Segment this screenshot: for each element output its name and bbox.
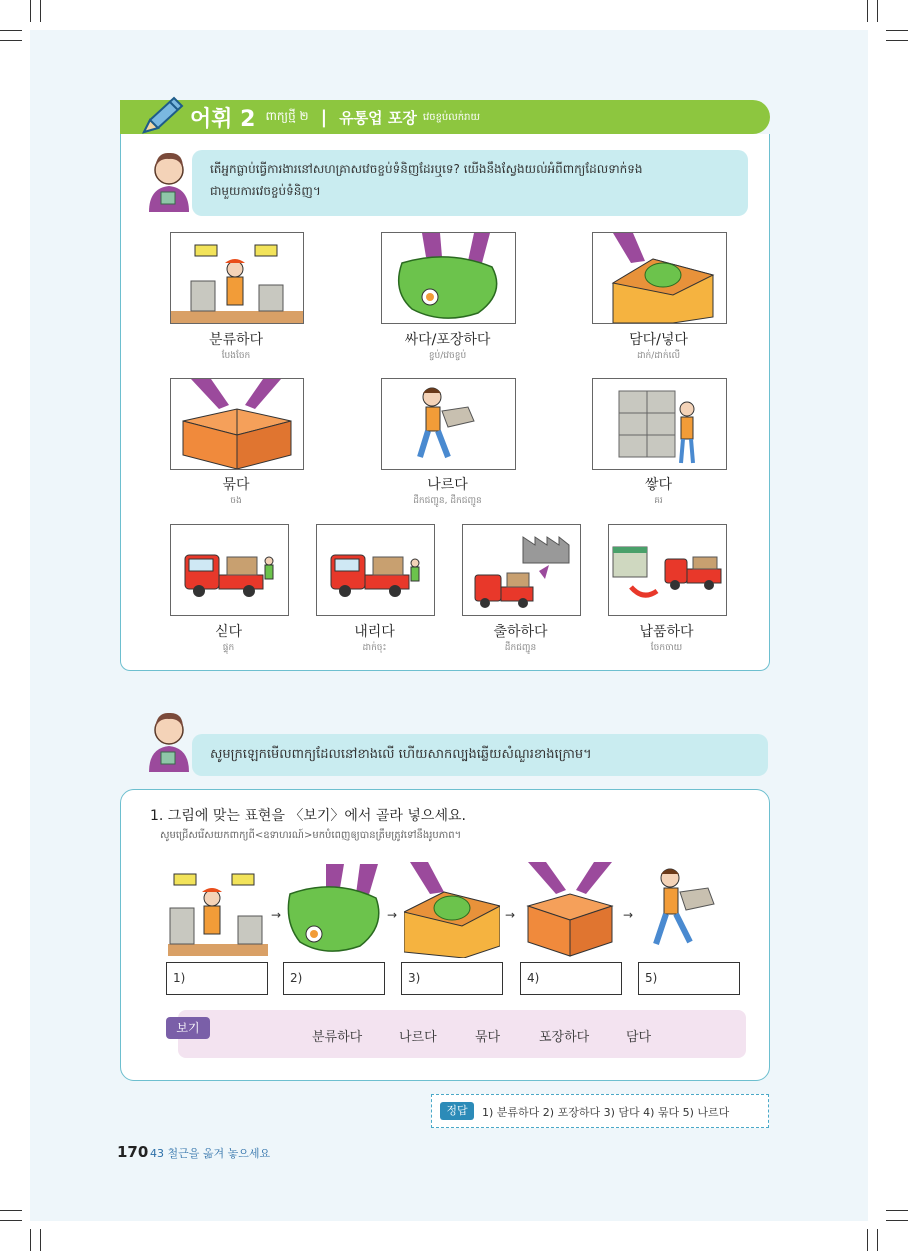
crop-mark (886, 1210, 908, 1211)
vocab-label-8 (316, 621, 433, 655)
answer-box-3[interactable]: 3) (401, 962, 503, 995)
header-separator: | (320, 106, 328, 128)
intro-text-line1: តើអ្នកធ្លាប់ធ្វើការងារនៅសហគ្រាសវេចខ្ចប់ទំនិញដែរឬទេ? យើងនឹងស្វែងយល់អំពីពាក្យដែលទាក់ទង (210, 162, 643, 176)
crop-mark (0, 30, 22, 31)
exercise-question: 1. 그림에 맞는 표현을 〈보기〉에서 골라 넣으세요. (150, 808, 466, 824)
crop-mark (877, 1229, 878, 1251)
vocab-korean: 분류하다 (208, 332, 264, 348)
vocab-korean: 묶다 (222, 477, 250, 493)
vocab-image-delivery (608, 524, 727, 616)
vocab-korean: 담다/넣다 (629, 332, 688, 348)
crop-mark (867, 0, 868, 22)
vocab-korean: 나르다 (427, 477, 468, 493)
intro-text-line2: ជាមួយការវេចខ្ចប់ទំនិញ។ (210, 184, 321, 198)
sequence-arrow: → (387, 908, 398, 922)
answer-box-2[interactable]: 2) (283, 962, 385, 995)
crop-mark (886, 30, 908, 31)
exercise-image-carrying (644, 864, 720, 952)
exercise-image-wrapping (286, 864, 382, 956)
answer-box-4[interactable]: 4) (520, 962, 622, 995)
instruction-bubble (192, 734, 768, 776)
vocab-khmer: ចង (230, 496, 242, 506)
vocab-label-5 (381, 474, 514, 508)
answer-box-5[interactable]: 5) (638, 962, 740, 995)
vocab-image-wrapping (381, 232, 516, 324)
sequence-arrow: → (271, 908, 282, 922)
vocab-khmer: ខ្ចប់/វេចខ្ចប់ (428, 351, 467, 361)
section-header (190, 100, 480, 134)
vocab-khmer: ដាក់/ដាក់លើ (636, 351, 681, 361)
sequence-arrow: → (623, 908, 634, 922)
example-word: 분류하다 (312, 1030, 363, 1045)
teacher-avatar-icon (145, 708, 193, 772)
example-label: 보기 (166, 1017, 210, 1039)
exercise-image-tying (522, 862, 618, 958)
vocab-korean: 쌓다 (644, 477, 673, 493)
crop-mark (886, 1220, 908, 1221)
pencil-icon (140, 96, 184, 136)
crop-mark (40, 1229, 41, 1251)
vocab-image-unloading (316, 524, 435, 616)
vocab-khmer: គរ (654, 496, 663, 506)
section-subtitle: 유통업 포장 (339, 108, 417, 127)
vocab-label-3 (592, 329, 725, 363)
vocab-label-6 (592, 474, 725, 508)
chapter-title: 43 철근을 옮겨 놓으세요 (150, 1147, 271, 1160)
vocab-label-4 (170, 474, 302, 508)
crop-mark (30, 0, 31, 22)
section-title-khmer: ពាក្យថ្មី ២ (265, 109, 309, 123)
example-word: 묶다 (475, 1030, 501, 1045)
crop-mark (877, 0, 878, 22)
teacher-avatar-icon (145, 148, 193, 212)
example-word: 포장하다 (539, 1030, 590, 1045)
vocab-image-stacking (592, 378, 727, 470)
vocab-image-loading (170, 524, 289, 616)
crop-mark (886, 40, 908, 41)
page-number: 170 (117, 1143, 149, 1161)
instruction-text: សូមក្រឡេកមើលពាក្យដែលនៅខាងលើ ហើយសាកល្បងឆ្លើយសំណួរខាងក្រោម។ (210, 747, 592, 762)
vocab-label-2 (381, 329, 514, 363)
vocab-image-sorting (170, 232, 304, 324)
vocab-image-shipping (462, 524, 581, 616)
vocab-image-carrying (381, 378, 516, 470)
exercise-image-putting-in (404, 862, 500, 958)
crop-mark (0, 1220, 22, 1221)
vocab-khmer: ដឹកជញ្ជូន (504, 643, 537, 653)
vocab-label-10 (608, 621, 725, 655)
section-subtitle-khmer: វេចខ្ចប់លក់រាយ (422, 111, 481, 123)
answer-box-1[interactable]: 1) (166, 962, 268, 995)
answer-key-label: 정답 (440, 1102, 474, 1120)
vocab-khmer: ចែកចាយ (650, 643, 683, 653)
crop-mark (0, 40, 22, 41)
vocab-label-7 (170, 621, 287, 655)
vocab-korean: 내리다 (354, 624, 395, 640)
vocab-khmer: ដឹកជញ្ជូន, ដឹកជញ្ជូន (413, 496, 482, 506)
vocab-khmer: ដាក់ចុះ (362, 643, 387, 653)
crop-mark (40, 0, 41, 22)
vocab-label-9 (462, 621, 579, 655)
vocab-image-tying (170, 378, 304, 470)
vocab-korean: 출하하다 (493, 624, 548, 640)
vocab-korean: 싣다 (214, 624, 243, 640)
vocab-khmer: បែងចែក (221, 351, 251, 361)
vocab-khmer: ផ្ទុក (222, 643, 235, 653)
example-words-box (178, 1010, 746, 1058)
vocab-korean: 납품하다 (639, 624, 694, 640)
vocab-image-putting-in (592, 232, 727, 324)
sequence-arrow: → (505, 908, 516, 922)
vocab-label-1 (170, 329, 302, 363)
example-word: 나르다 (399, 1030, 437, 1045)
crop-mark (0, 1210, 22, 1211)
intro-bubble (192, 150, 748, 216)
answer-key-text: 1) 분류하다 2) 포장하다 3) 담다 4) 묶다 5) 나르다 (482, 1106, 730, 1119)
crop-mark (867, 1229, 868, 1251)
exercise-question-khmer: សូមជ្រើសរើសយកពាក្យពី<ឧទាហរណ៍>មកបំពេញឲ្យបានត្រឹមត្រូវទៅនឹងរូបភាព។ (160, 830, 462, 841)
crop-mark (30, 1229, 31, 1251)
section-title: 어휘 2 (190, 106, 256, 132)
example-word: 담다 (626, 1030, 652, 1045)
vocab-korean: 싸다/포장하다 (404, 332, 491, 348)
exercise-image-sorting (168, 868, 268, 956)
